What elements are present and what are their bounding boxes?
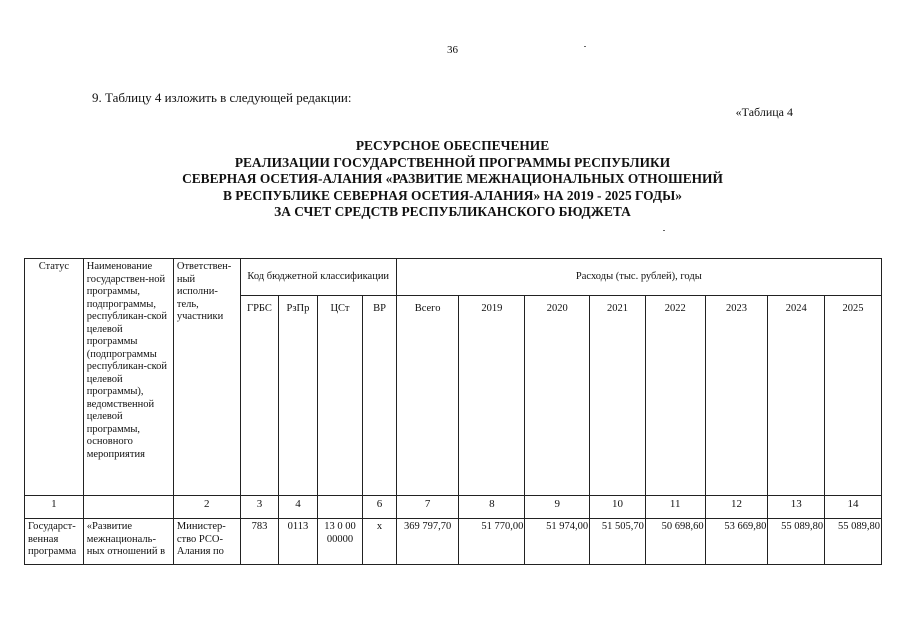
header-tsst: ЦСт [317, 296, 363, 496]
scan-speck [584, 46, 586, 47]
column-number: 6 [363, 496, 396, 519]
resource-table [24, 258, 882, 565]
column-number: 11 [645, 496, 705, 519]
column-number: 9 [525, 496, 590, 519]
row-responsible: Министер-ство РСО-Алания по [173, 519, 240, 565]
header-expenses: Расходы (тыс. рублей), годы [396, 259, 881, 296]
header-year: 2024 [768, 296, 825, 496]
column-number: 13 [768, 496, 825, 519]
row-total: 369 797,70 [396, 519, 459, 565]
row-value: 51 505,70 [590, 519, 646, 565]
column-number: 7 [396, 496, 459, 519]
header-year: 2025 [825, 296, 882, 496]
header-grbs: ГРБС [240, 296, 278, 496]
page-number: 36 [447, 44, 458, 56]
row-tsst: 13 0 00 00000 [317, 519, 363, 565]
column-number: 12 [705, 496, 768, 519]
table-label: «Таблица 4 [735, 105, 793, 119]
row-value: 51 974,00 [525, 519, 590, 565]
column-number: 4 [279, 496, 317, 519]
title-line: РЕАЛИЗАЦИИ ГОСУДАРСТВЕННОЙ ПРОГРАММЫ РЕСПУБЛИКИ [234, 154, 671, 170]
column-number: 1 [25, 496, 84, 519]
row-value: 55 089,80 [768, 519, 825, 565]
column-number-row [25, 496, 882, 519]
column-number: 10 [590, 496, 646, 519]
header-year: 2022 [645, 296, 705, 496]
row-value: 55 089,80 [825, 519, 882, 565]
row-value: 50 698,60 [645, 519, 705, 565]
title-line: В РЕСПУБЛИКЕ СЕВЕРНАЯ ОСЕТИЯ-АЛАНИЯ» НА 2019 - 2025 ГОДЫ» [223, 187, 682, 203]
header-name: Наименование государствен-ной программы, подпрограммы, республикан-ской целевой программы (подпрограммы республикан-ской целевой программы), ведомственной целевой программы, основного мероприятия [83, 259, 173, 496]
intro-text: 9. Таблицу 4 изложить в следующей редакции: [92, 90, 352, 105]
title-line: РЕСУРСНОЕ ОБЕСПЕЧЕНИЕ [355, 138, 550, 153]
header-year: 2023 [705, 296, 768, 496]
header-status: Статус [25, 259, 84, 496]
scan-speck [663, 230, 665, 231]
header-rzpr: РзПр [279, 296, 317, 496]
header-vr: ВР [363, 296, 396, 496]
title-line: ЗА СЧЕТ СРЕДСТВ РЕСПУБЛИКАНСКОГО БЮДЖЕТА [274, 204, 631, 219]
column-number: 8 [459, 496, 525, 519]
row-value: 53 669,80 [705, 519, 768, 565]
table-row [25, 519, 882, 565]
row-name: «Развитие межнациональ-ных отношений в [83, 519, 173, 565]
column-number [317, 496, 363, 519]
row-status: Государст-венная программа [25, 519, 84, 565]
row-rzpr: 0113 [279, 519, 317, 565]
header-year: 2021 [590, 296, 646, 496]
header-responsible: Ответствен-ный исполни-тель, участники [173, 259, 240, 496]
header-year: 2019 [459, 296, 525, 496]
header-year: 2020 [525, 296, 590, 496]
column-number [83, 496, 173, 519]
column-number: 14 [825, 496, 882, 519]
row-value: 51 770,00 [459, 519, 525, 565]
header-total: Всего [396, 296, 459, 496]
header-budget-code: Код бюджетной классификации [240, 259, 396, 296]
row-vr: х [363, 519, 396, 565]
column-number: 2 [173, 496, 240, 519]
document-title [0, 138, 905, 221]
row-grbs: 783 [240, 519, 278, 565]
column-number: 3 [240, 496, 278, 519]
title-line: СЕВЕРНАЯ ОСЕТИЯ-АЛАНИЯ «РАЗВИТИЕ МЕЖНАЦИОНАЛЬНЫХ ОТНОШЕНИЙ [182, 171, 723, 186]
